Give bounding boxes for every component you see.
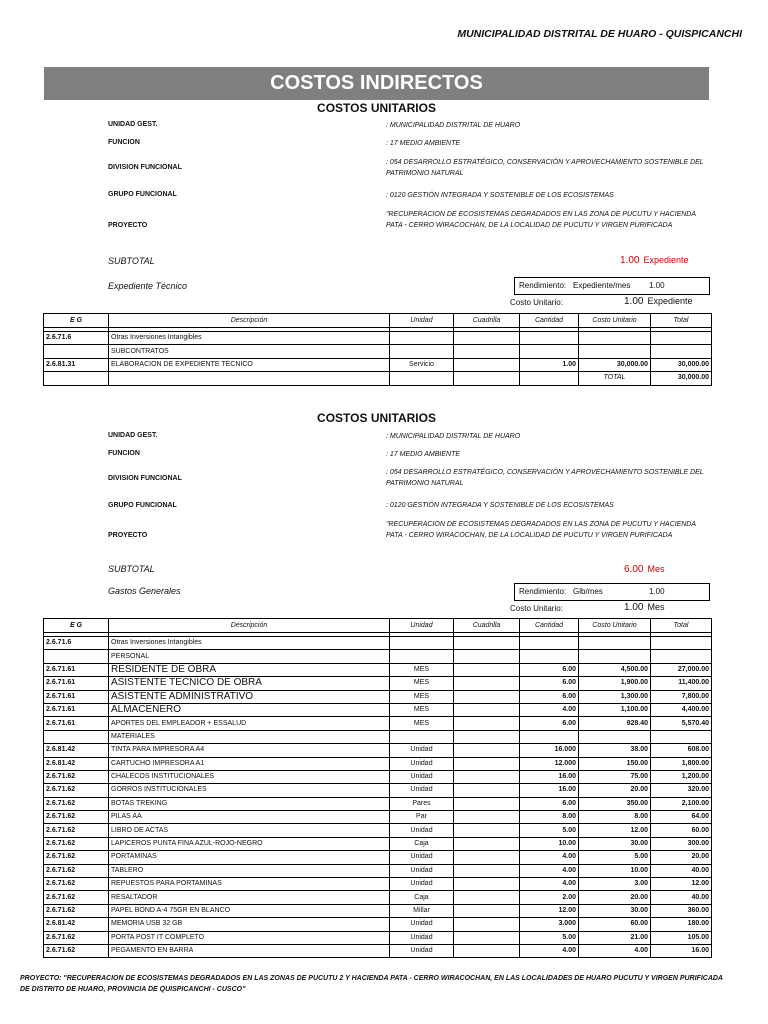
- cell-desc: ALMACENERO: [109, 703, 390, 716]
- info-label: DIVISION FUNCIONAL: [108, 475, 182, 482]
- cell-cantidad: [520, 650, 579, 663]
- cell-cantidad: [520, 730, 579, 743]
- cell-cuadrilla: [454, 650, 520, 663]
- table-row: [44, 797, 712, 810]
- cell-desc: REPUESTOS PARA PORTAMINAS: [109, 878, 390, 891]
- cell-costo-unitario: 4,500.00: [579, 663, 651, 676]
- cell-total: 27,000.00: [651, 663, 712, 676]
- cell-eg: 2.6.71.62: [44, 944, 109, 957]
- cell-eg: 2.6.71.61: [44, 703, 109, 716]
- info-value: "RECUPERACION DE ECOSISTEMAS DEGRADADOS EN LAS ZONA DE PUCUTU Y HACIENDA PATA - CERRO WIRACOCHAN, DE LA LOCALIDAD DE PUCUTU Y VIRGEN PURIFICADA: [386, 211, 696, 229]
- subtotal-unit: Expediente: [643, 255, 689, 265]
- costo-unitario-value: [624, 296, 693, 307]
- cell-costo-unitario: 5.00: [579, 851, 651, 864]
- cell-eg: 2.6.71.62: [44, 878, 109, 891]
- rendimiento-value: 1.00: [649, 587, 665, 596]
- cell-cuadrilla: [454, 757, 520, 770]
- cell-cantidad: 4.00: [520, 944, 579, 957]
- costo-unitario-label: Costo Unitario:: [510, 298, 563, 307]
- costo-unitario-label: Costo Unitario:: [510, 604, 563, 613]
- table-row: [44, 824, 712, 837]
- cell-eg: 2.6.71.62: [44, 797, 109, 810]
- cell-desc: MEMORIA USB 32 GB: [109, 918, 390, 931]
- info-value: : MUNICIPALIDAD DISTRITAL DE HUARO: [386, 122, 521, 129]
- info-label: FUNCION: [108, 139, 140, 146]
- cell-costo-unitario: 8.00: [579, 811, 651, 824]
- cell-total: [651, 332, 712, 345]
- cell-cantidad: 1.00: [520, 358, 579, 371]
- table-row: [44, 944, 712, 957]
- cell-total: 608.00: [651, 744, 712, 757]
- cell-cuadrilla: [454, 864, 520, 877]
- cell-eg: [44, 650, 109, 663]
- footer-project: PROYECTO: "RECUPERACION DE ECOSISTEMAS DEGRADADOS EN LAS ZONAS DE PUCUTU 2 Y HACIENDA PATA - CERRO WIRACOCHAN, EN LAS LOCALIDADES DE HUARO PUCUTU Y VIRGEN PURIFICADA DE DISTRITO DE HUARO, PROVINCIA DE QUISPICANCHI - CUSCO": [20, 975, 723, 993]
- table-row: [44, 703, 712, 716]
- cell-unidad: Par: [390, 811, 454, 824]
- cell-cantidad: 4.00: [520, 878, 579, 891]
- table-row: [44, 837, 712, 850]
- cell-costo-unitario: 4.00: [579, 944, 651, 957]
- info-value: : MUNICIPALIDAD DISTRITAL DE HUARO: [386, 433, 521, 440]
- rendimiento-value: 1.00: [649, 281, 665, 290]
- subtotal-value: [620, 255, 689, 266]
- costo-unitario-unit: Mes: [647, 602, 665, 612]
- cell-total: 105.00: [651, 931, 712, 944]
- cell-eg: 2.6.71.62: [44, 811, 109, 824]
- cell-cuadrilla: [454, 717, 520, 730]
- item-name: Gastos Generales: [108, 586, 181, 596]
- info-value: : 054 DESARROLLO ESTRATÉGICO, CONSERVACIÓN Y APROVECHAMIENTO SOSTENIBLE DEL PATRIMONIO NATURAL: [386, 159, 704, 177]
- subtotal-label: SUBTOTAL: [108, 564, 155, 574]
- cell-desc: CHALECOS INSTITUCIONALES: [109, 770, 390, 783]
- col-costo-unitario: Costo Unitario: [579, 314, 651, 328]
- cell-total: 60.00: [651, 824, 712, 837]
- cell-costo-unitario: [579, 650, 651, 663]
- cell-cantidad: 4.00: [520, 864, 579, 877]
- info-value: : 17 MEDIO AMBIENTE: [386, 451, 461, 458]
- cell-total: 12.00: [651, 878, 712, 891]
- cell-total: 1,200.00: [651, 770, 712, 783]
- cell-cuadrilla: [454, 690, 520, 703]
- cell-eg: 2.6.71.62: [44, 824, 109, 837]
- cell-total: 5,570.40: [651, 717, 712, 730]
- cell-total: [651, 637, 712, 650]
- cell-cantidad: 6.00: [520, 717, 579, 730]
- col-cantidad: Cantidad: [520, 619, 579, 633]
- cell-eg: 2.6.81.42: [44, 757, 109, 770]
- rendimiento-unit: Glb/mes: [573, 587, 603, 596]
- cell-desc: ASISTENTE ADMINISTRATIVO: [109, 690, 390, 703]
- cell-eg: [44, 730, 109, 743]
- rendimiento-unit: Expediente/mes: [573, 281, 631, 290]
- cell-desc: Otras Inversiones Intangibles: [109, 637, 390, 650]
- info-label: DIVISION FUNCIONAL: [108, 164, 182, 171]
- table-row: [44, 358, 712, 371]
- cell-unidad: [390, 332, 454, 345]
- subtotal-number: 1.00: [620, 255, 640, 266]
- cell-cantidad: [520, 345, 579, 358]
- info-label: PROYECTO: [108, 222, 148, 229]
- cell-cuadrilla: [454, 345, 520, 358]
- cell-cuadrilla: [454, 918, 520, 931]
- table-row: [44, 851, 712, 864]
- cell-unidad: Unidad: [390, 744, 454, 757]
- cell-unidad: Unidad: [390, 944, 454, 957]
- cell-eg: [44, 345, 109, 358]
- cell-costo-unitario: 20.00: [579, 891, 651, 904]
- cell-cuadrilla: [454, 851, 520, 864]
- cell-eg: 2.6.71.62: [44, 891, 109, 904]
- cell-cuadrilla: [454, 663, 520, 676]
- cell-unidad: [390, 345, 454, 358]
- cost-table-2: [43, 618, 712, 958]
- col-cantidad: Cantidad: [520, 314, 579, 328]
- cell-cantidad: 12.000: [520, 757, 579, 770]
- cell-unidad: [390, 650, 454, 663]
- cell-desc: ASISTENTE TECNICO DE OBRA: [109, 677, 390, 690]
- cell-costo-unitario: [579, 332, 651, 345]
- total-value: 30,000.00: [651, 372, 712, 385]
- cell-cantidad: 6.00: [520, 690, 579, 703]
- table-row: [44, 931, 712, 944]
- cell-cantidad: 16.000: [520, 744, 579, 757]
- cell-cuadrilla: [454, 770, 520, 783]
- cell-eg: 2.6.71.62: [44, 770, 109, 783]
- cell-costo-unitario: 30,000.00: [579, 358, 651, 371]
- cell-desc: PEGAMENTO EN BARRA: [109, 944, 390, 957]
- rendimiento-label: Rendimiento:: [519, 281, 567, 290]
- cell-eg: 2.6.81.42: [44, 744, 109, 757]
- section-title: COSTOS UNITARIOS: [317, 101, 436, 115]
- cell-unidad: MES: [390, 663, 454, 676]
- cell-desc: PERSONAL: [109, 650, 390, 663]
- subtotal-number: 6.00: [624, 564, 644, 575]
- cell-total: 20.00: [651, 851, 712, 864]
- cell-desc: MATERIALES: [109, 730, 390, 743]
- cell-cantidad: [520, 332, 579, 345]
- cell-desc: SUBCONTRATOS: [109, 345, 390, 358]
- cell-total: 40.00: [651, 864, 712, 877]
- cell-cantidad: 5.00: [520, 824, 579, 837]
- cell-eg: 2.6.71.62: [44, 837, 109, 850]
- rendimiento-box: [514, 583, 710, 601]
- cell-eg: 2.6.71.62: [44, 864, 109, 877]
- cell-unidad: Unidad: [390, 931, 454, 944]
- cell-desc: Otras Inversiones Intangibles: [109, 332, 390, 345]
- page-title: COSTOS INDIRECTOS: [44, 67, 709, 100]
- table-header-row: [44, 619, 712, 633]
- cell-total: 320.00: [651, 784, 712, 797]
- total-label: TOTAL: [579, 372, 651, 385]
- cell-cuadrilla: [454, 824, 520, 837]
- cell-costo-unitario: 75.00: [579, 770, 651, 783]
- table-cell: [390, 372, 454, 385]
- cell-unidad: Unidad: [390, 918, 454, 931]
- cell-cuadrilla: [454, 931, 520, 944]
- cell-total: 180.00: [651, 918, 712, 931]
- section-title: COSTOS UNITARIOS: [317, 411, 436, 425]
- cell-costo-unitario: 1,900.00: [579, 677, 651, 690]
- cell-unidad: MES: [390, 717, 454, 730]
- rendimiento-box: [514, 277, 710, 295]
- cell-cuadrilla: [454, 677, 520, 690]
- table-row: [44, 744, 712, 757]
- cell-cantidad: 6.00: [520, 663, 579, 676]
- cell-desc: PORTA POST IT COMPLETO: [109, 931, 390, 944]
- cell-unidad: Unidad: [390, 770, 454, 783]
- cell-costo-unitario: 3.00: [579, 878, 651, 891]
- cell-unidad: [390, 637, 454, 650]
- cell-desc: LIBRO DE ACTAS: [109, 824, 390, 837]
- col-eg: E G: [44, 619, 109, 633]
- cell-cantidad: 16.00: [520, 770, 579, 783]
- info-value: : 0120 GESTIÓN INTEGRADA Y SOSTENIBLE DE LOS ECOSISTEMAS: [386, 502, 614, 509]
- cell-eg: 2.6.81.31: [44, 358, 109, 371]
- cell-desc: PAPEL BOND A-4 75GR EN BLANCO: [109, 904, 390, 917]
- info-label: UNIDAD GEST.: [108, 121, 158, 128]
- cell-unidad: Unidad: [390, 757, 454, 770]
- cell-desc: RESALTADOR: [109, 891, 390, 904]
- cell-costo-unitario: 38.00: [579, 744, 651, 757]
- item-name: Expediente Técnico: [108, 281, 188, 291]
- cell-unidad: Unidad: [390, 878, 454, 891]
- info-value: : 054 DESARROLLO ESTRATÉGICO, CONSERVACIÓN Y APROVECHAMIENTO SOSTENIBLE DEL PATRIMONIO NATURAL: [386, 469, 704, 487]
- cell-costo-unitario: 12.00: [579, 824, 651, 837]
- cell-unidad: [390, 730, 454, 743]
- table-row: [44, 918, 712, 931]
- cell-desc: BOTAS TREKING: [109, 797, 390, 810]
- table-row: [44, 650, 712, 663]
- cell-cantidad: [520, 637, 579, 650]
- table-row: [44, 904, 712, 917]
- cell-costo-unitario: 21.00: [579, 931, 651, 944]
- cell-desc: TINTA PARA IMPRESORA A4: [109, 744, 390, 757]
- cell-costo-unitario: 20.00: [579, 784, 651, 797]
- table-row: [44, 878, 712, 891]
- cell-cuadrilla: [454, 703, 520, 716]
- municipality-header: MUNICIPALIDAD DISTRITAL DE HUARO - QUISPICANCHI: [457, 28, 742, 40]
- cell-desc: PORTAMINAS: [109, 851, 390, 864]
- cell-total: 30,000.00: [651, 358, 712, 371]
- cell-eg: 2.6.71.61: [44, 663, 109, 676]
- cell-cantidad: 10.00: [520, 837, 579, 850]
- table-row: [44, 717, 712, 730]
- cell-cantidad: 4.00: [520, 851, 579, 864]
- col-costo-unitario: Costo Unitario: [579, 619, 651, 633]
- cell-desc: ELABORACION DE EXPEDIENTE TECNICO: [109, 358, 390, 371]
- rendimiento-label: Rendimiento:: [519, 587, 567, 596]
- table-row: [44, 757, 712, 770]
- cell-unidad: Caja: [390, 837, 454, 850]
- cell-desc: TABLERO: [109, 864, 390, 877]
- cell-cuadrilla: [454, 358, 520, 371]
- cell-cantidad: 6.00: [520, 677, 579, 690]
- cell-unidad: Unidad: [390, 851, 454, 864]
- cell-cantidad: 2.00: [520, 891, 579, 904]
- info-value: "RECUPERACION DE ECOSISTEMAS DEGRADADOS EN LAS ZONA DE PUCUTU Y HACIENDA PATA - CERRO WIRACOCHAN, DE LA LOCALIDAD DE PUCUTU Y VIRGEN PURIFICADA: [386, 521, 696, 539]
- cell-costo-unitario: 928.40: [579, 717, 651, 730]
- cell-cuadrilla: [454, 744, 520, 757]
- table-cell: [454, 372, 520, 385]
- cell-cantidad: 3.000: [520, 918, 579, 931]
- cell-costo-unitario: 150.00: [579, 757, 651, 770]
- cell-cuadrilla: [454, 637, 520, 650]
- cell-total: 4,400.00: [651, 703, 712, 716]
- col-eg: E G: [44, 314, 109, 328]
- cell-desc: CARTUCHO IMPRESORA A1: [109, 757, 390, 770]
- cell-eg: 2.6.71.61: [44, 690, 109, 703]
- col-desc: Descripción: [109, 314, 390, 328]
- cell-cantidad: 6.00: [520, 797, 579, 810]
- costo-unitario-unit: Expediente: [647, 296, 693, 306]
- cell-eg: 2.6.71.6: [44, 332, 109, 345]
- cell-cuadrilla: [454, 784, 520, 797]
- subtotal-unit: Mes: [647, 564, 665, 574]
- costo-unitario-number: 1.00: [624, 602, 644, 613]
- cell-eg: 2.6.71.61: [44, 677, 109, 690]
- table-header-row: [44, 314, 712, 328]
- cell-unidad: Pares: [390, 797, 454, 810]
- table-row: [44, 730, 712, 743]
- cell-eg: 2.6.71.6: [44, 637, 109, 650]
- col-unidad: Unidad: [390, 314, 454, 328]
- subtotal-label: SUBTOTAL: [108, 256, 155, 266]
- cell-unidad: MES: [390, 703, 454, 716]
- cell-costo-unitario: 1,300.00: [579, 690, 651, 703]
- cell-eg: 2.6.71.62: [44, 931, 109, 944]
- table-cell: [44, 372, 109, 385]
- info-label: GRUPO FUNCIONAL: [108, 191, 177, 198]
- cell-desc: LAPICEROS PUNTA FINA AZUL-ROJO-NEGRO: [109, 837, 390, 850]
- col-cuadrilla: Cuadrilla: [454, 314, 520, 328]
- cell-total: 2,100.00: [651, 797, 712, 810]
- cell-costo-unitario: [579, 730, 651, 743]
- cell-cantidad: 8.00: [520, 811, 579, 824]
- cell-costo-unitario: 30.00: [579, 904, 651, 917]
- info-label: PROYECTO: [108, 532, 148, 539]
- table-row: [44, 770, 712, 783]
- cell-costo-unitario: 60.00: [579, 918, 651, 931]
- cell-cantidad: 16.00: [520, 784, 579, 797]
- table-row: [44, 345, 712, 358]
- costo-unitario-value: [624, 602, 664, 613]
- cell-total: 300.00: [651, 837, 712, 850]
- cell-unidad: Caja: [390, 891, 454, 904]
- cell-total: 7,800.00: [651, 690, 712, 703]
- cell-cuadrilla: [454, 332, 520, 345]
- cell-costo-unitario: [579, 345, 651, 358]
- table-row: [44, 811, 712, 824]
- cell-eg: 2.6.81.42: [44, 918, 109, 931]
- cell-unidad: Servicio: [390, 358, 454, 371]
- info-value: : 0120 GESTIÓN INTEGRADA Y SOSTENIBLE DE LOS ECOSISTEMAS: [386, 192, 614, 199]
- cell-unidad: Unidad: [390, 784, 454, 797]
- table-cell: [109, 372, 390, 385]
- cell-desc: RESIDENTE DE OBRA: [109, 663, 390, 676]
- cell-desc: APORTES DEL EMPLEADOR + ESSALUD: [109, 717, 390, 730]
- cell-desc: PILAS AA: [109, 811, 390, 824]
- cell-unidad: MES: [390, 677, 454, 690]
- table-row: [44, 663, 712, 676]
- cell-total: 16.00: [651, 944, 712, 957]
- cell-total: 11,400.00: [651, 677, 712, 690]
- cell-costo-unitario: 1,100.00: [579, 703, 651, 716]
- cell-cuadrilla: [454, 730, 520, 743]
- cell-costo-unitario: 30.00: [579, 837, 651, 850]
- cell-cuadrilla: [454, 944, 520, 957]
- cell-cantidad: 4.00: [520, 703, 579, 716]
- cell-cantidad: 12.00: [520, 904, 579, 917]
- cell-cuadrilla: [454, 904, 520, 917]
- cell-unidad: Unidad: [390, 824, 454, 837]
- cell-unidad: MES: [390, 690, 454, 703]
- info-label: UNIDAD GEST.: [108, 432, 158, 439]
- table-row: [44, 332, 712, 345]
- cell-total: 1,800.00: [651, 757, 712, 770]
- cell-costo-unitario: [579, 637, 651, 650]
- col-desc: Descripción: [109, 619, 390, 633]
- col-unidad: Unidad: [390, 619, 454, 633]
- table-row: [44, 784, 712, 797]
- cell-cuadrilla: [454, 878, 520, 891]
- cell-eg: 2.6.71.61: [44, 717, 109, 730]
- cell-total: 40.00: [651, 891, 712, 904]
- table-cell: [520, 372, 579, 385]
- cell-total: [651, 730, 712, 743]
- cell-eg: 2.6.71.62: [44, 904, 109, 917]
- table-row: [44, 864, 712, 877]
- total-row: [44, 372, 712, 385]
- cell-total: 360.00: [651, 904, 712, 917]
- info-label: GRUPO FUNCIONAL: [108, 502, 177, 509]
- cell-unidad: Unidad: [390, 864, 454, 877]
- table-row: [44, 637, 712, 650]
- col-total: Total: [651, 619, 712, 633]
- cell-total: [651, 345, 712, 358]
- cell-costo-unitario: 350.00: [579, 797, 651, 810]
- cell-unidad: Millar: [390, 904, 454, 917]
- cell-cuadrilla: [454, 837, 520, 850]
- info-value: : 17 MEDIO AMBIENTE: [386, 140, 461, 147]
- col-total: Total: [651, 314, 712, 328]
- cell-total: [651, 650, 712, 663]
- cell-cantidad: 5.00: [520, 931, 579, 944]
- cell-cuadrilla: [454, 811, 520, 824]
- cell-cuadrilla: [454, 891, 520, 904]
- col-cuadrilla: Cuadrilla: [454, 619, 520, 633]
- cell-eg: 2.6.71.62: [44, 784, 109, 797]
- cost-table-1: [43, 313, 712, 386]
- cell-desc: GORROS INSTITUCIONALES: [109, 784, 390, 797]
- table-row: [44, 891, 712, 904]
- cell-costo-unitario: 10.00: [579, 864, 651, 877]
- costo-unitario-number: 1.00: [624, 296, 644, 307]
- table-row: [44, 677, 712, 690]
- cell-total: 64.00: [651, 811, 712, 824]
- info-label: FUNCION: [108, 450, 140, 457]
- subtotal-value: [624, 564, 664, 575]
- cell-eg: 2.6.71.62: [44, 851, 109, 864]
- cell-cuadrilla: [454, 797, 520, 810]
- table-row: [44, 690, 712, 703]
